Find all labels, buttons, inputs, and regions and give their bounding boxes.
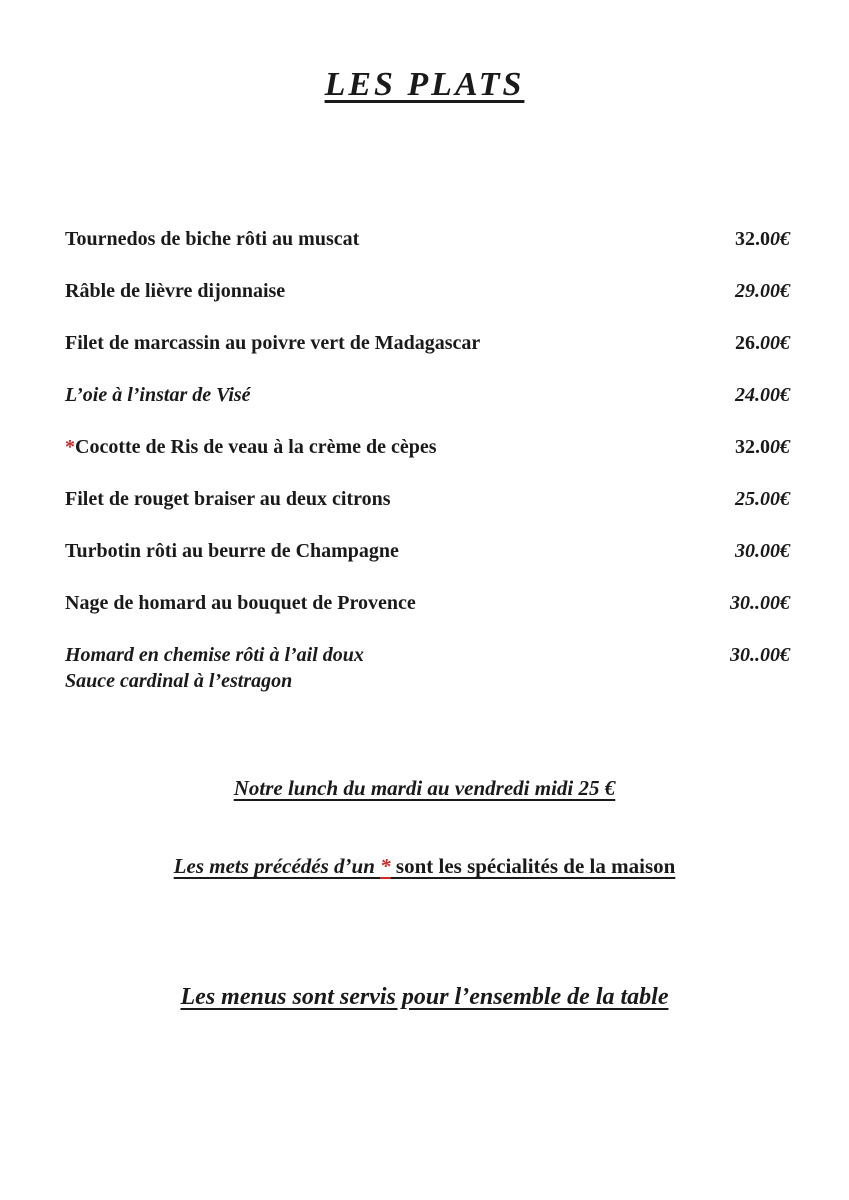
dish-price: 32.00€	[735, 436, 790, 458]
specialties-note-suffix: sont les spécialités de la maison	[390, 854, 676, 878]
menus-served-text: Les menus sont servis pour l’ensemble de la table	[180, 984, 669, 1010]
menu-item-row	[65, 434, 790, 460]
dish-price: 26.00€	[735, 332, 790, 354]
menu-item-row	[65, 590, 790, 616]
dish-name: L’oie à l’instar de Visé	[65, 384, 251, 406]
dish-price: 30..00€	[730, 592, 790, 614]
dish-price: 24.00€	[735, 384, 790, 406]
lunch-note-text: Notre lunch du mardi au vendredi midi 25 €	[233, 776, 616, 800]
dish-name: Nage de homard au bouquet de Provence	[65, 592, 416, 614]
specialty-asterisk: *	[65, 436, 75, 458]
dish-name: Filet de marcassin au poivre vert de Madagascar	[65, 332, 481, 354]
specialties-note-prefix: Les mets précédés d’un	[173, 854, 381, 878]
dish-price: 30..00€	[730, 644, 790, 666]
menu-item-row	[65, 278, 790, 304]
menu-item-row	[65, 382, 790, 408]
dish-name: Homard en chemise rôti à l’ail doux Sauce cardinal à l’estragon	[65, 644, 364, 692]
lunch-note	[0, 776, 849, 801]
dish-price: 25.00€	[735, 488, 790, 510]
dish-name: Râble de lièvre dijonnaise	[65, 280, 286, 302]
menus-served-note	[0, 984, 849, 1011]
dish-name: Tournedos de biche rôti au muscat	[65, 228, 360, 250]
dish-price: 30.00€	[735, 540, 790, 562]
menu-item-row	[65, 226, 790, 252]
menu-item-row	[65, 642, 790, 694]
menu-item-row	[65, 486, 790, 512]
dish-name: Filet de rouget braiser au deux citrons	[65, 488, 391, 510]
dish-price: 29.00€	[735, 280, 790, 302]
page-title: LES PLATS	[324, 66, 525, 103]
dish-price: 32.00€	[735, 228, 790, 250]
specialties-asterisk: *	[380, 854, 391, 878]
dish-name: *Cocotte de Ris de veau à la crème de cèpes	[65, 436, 437, 458]
menu-item-row	[65, 538, 790, 564]
dish-name: Turbotin rôti au beurre de Champagne	[65, 540, 399, 562]
menu-item-row	[65, 330, 790, 356]
menu-list	[65, 226, 790, 720]
specialties-note	[0, 854, 849, 879]
